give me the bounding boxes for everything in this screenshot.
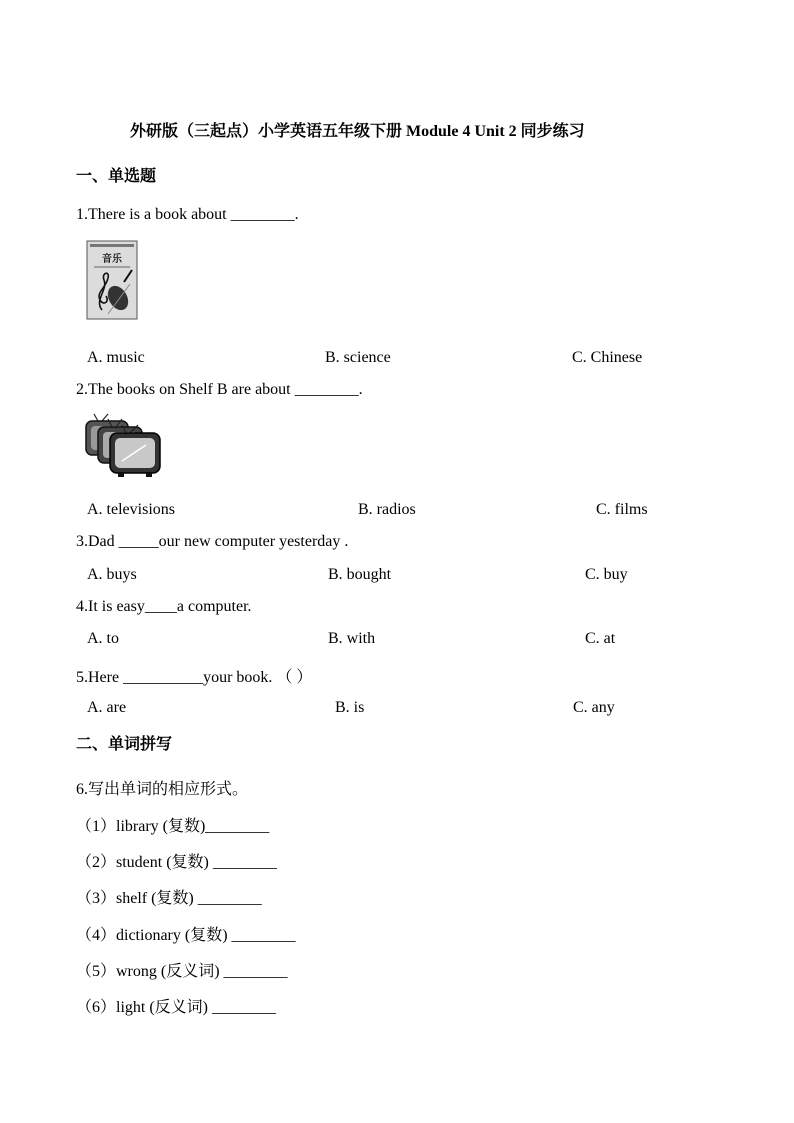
q6-item-4[interactable]: （4）dictionary (复数) ________ bbox=[76, 927, 296, 944]
q3-option-c[interactable]: C. buy bbox=[585, 566, 628, 583]
q1-option-a[interactable]: A. music bbox=[87, 349, 145, 366]
section-heading-spelling: 二、单词拼写 bbox=[76, 736, 173, 753]
q5-option-c[interactable]: C. any bbox=[573, 699, 615, 716]
q4-option-a[interactable]: A. to bbox=[87, 630, 119, 647]
tv-front bbox=[110, 425, 160, 477]
q1-option-b[interactable]: B. science bbox=[325, 349, 391, 366]
q6-item-3[interactable]: （3）shelf (复数) ________ bbox=[76, 890, 262, 907]
q6-item-1[interactable]: （1）library (复数)________ bbox=[76, 818, 270, 835]
section-heading-multiple-choice: 一、单选题 bbox=[76, 168, 157, 185]
q2-option-a[interactable]: A. televisions bbox=[87, 501, 175, 518]
q2-option-b[interactable]: B. radios bbox=[358, 501, 416, 518]
q4-option-c[interactable]: C. at bbox=[585, 630, 616, 647]
book-cover-label: 音乐 bbox=[102, 254, 122, 265]
question-3: 3.Dad _____our new computer yesterday . bbox=[76, 533, 349, 550]
question-4: 4.It is easy____a computer. bbox=[76, 598, 252, 615]
question-6: 6.写出单词的相应形式。 bbox=[76, 781, 249, 798]
q5-option-b[interactable]: B. is bbox=[335, 699, 365, 716]
question-5: 5.Here __________your book. （ ） bbox=[76, 669, 313, 686]
music-book-image bbox=[86, 240, 138, 320]
question-2: 2.The books on Shelf B are about ________. bbox=[76, 381, 363, 398]
q1-option-c[interactable]: C. Chinese bbox=[572, 349, 643, 366]
televisions-image bbox=[84, 413, 164, 479]
page-title: 外研版（三起点）小学英语五年级下册 Module 4 Unit 2 同步练习 bbox=[130, 123, 585, 140]
q3-option-b[interactable]: B. bought bbox=[328, 566, 392, 583]
q4-option-b[interactable]: B. with bbox=[328, 630, 376, 647]
q5-option-a[interactable]: A. are bbox=[87, 699, 127, 716]
q6-item-5[interactable]: （5）wrong (反义词) ________ bbox=[76, 963, 288, 980]
q6-item-2[interactable]: （2）student (复数) ________ bbox=[76, 854, 277, 871]
question-1: 1.There is a book about ________. bbox=[76, 206, 299, 223]
q2-option-c[interactable]: C. films bbox=[596, 501, 648, 518]
q3-option-a[interactable]: A. buys bbox=[87, 566, 137, 583]
q6-item-6[interactable]: （6）light (反义词) ________ bbox=[76, 999, 276, 1016]
